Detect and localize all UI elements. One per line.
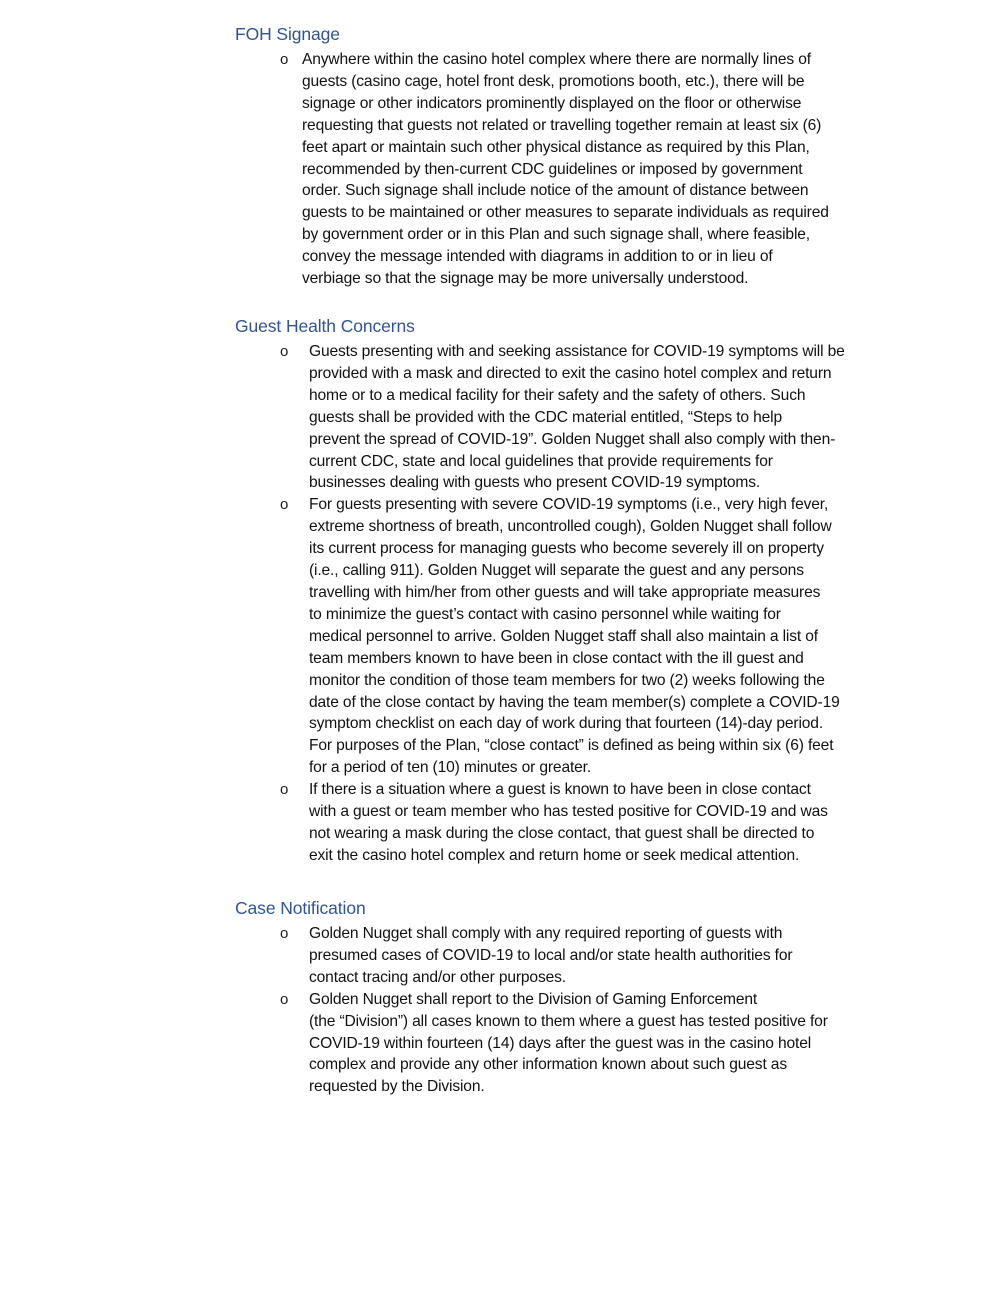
guest-health-item-2: For guests presenting with severe COVID-19 symptoms (i.e., very high fever, extreme shortness of breath, uncontrolled cough), Golden Nugget shall follow its current process for managing guests who become severely ill on property (i.e., calling 911). Golden Nugget will separate the guest and any persons travelling with him/her from other guests and will take appropriate measures to minimize the guest’s contact with casino personnel while waiting for medical personnel to arrive. Golden Nugget staff shall also maintain a list of team members known to have been in close contact with the ill guest and monitor the condition of those team members for two (2) weeks following the date of the close contact by having the team member(s) complete a COVID-19 symptom checklist on each day of work during that fourteen (14)-day period. For purposes of the Plan, “close contact” is defined as being within six (6) feet for a period of ten (10) minutes or greater. <box>309 496 840 777</box>
guest-health-item-3: If there is a situation where a guest is known to have been in close contact with a guest or team member who has tested positive for COVID-19 and was not wearing a mask during the close contact, that guest shall be directed to exit the casino hotel complex and return home or seek medical attention. <box>309 781 828 864</box>
list-item <box>280 494 890 779</box>
hollow-bullet-icon: o <box>280 781 289 799</box>
hollow-bullet-icon: o <box>280 990 289 1008</box>
foh-signage-heading: FOH Signage <box>235 24 340 44</box>
list-item <box>280 923 890 989</box>
list-item <box>280 779 890 867</box>
case-notification-item-1: Golden Nugget shall comply with any required reporting of guests with presumed cases of COVID-19 to local and/or state health authorities for contact tracing and/or other purposes. <box>309 925 793 986</box>
hollow-bullet-icon: o <box>280 925 289 942</box>
case-notification-heading: Case Notification <box>235 898 366 918</box>
guest-health-concerns-list <box>280 341 890 867</box>
hollow-bullet-icon: o <box>280 51 289 68</box>
foh-signage-item-1: Anywhere within the casino hotel complex where there are normally lines of guests (casino cage, hotel front desk, promotions booth, etc.), there will be signage or other indicators prominently displayed on the floor or otherwise requesting that guests not related or travelling together remain at least six (6) feet apart or maintain such other physical distance as required by this Plan, recommended by then-current CDC guidelines or imposed by government order. Such signage shall include notice of the amount of distance between guests to be maintained or other measures to separate individuals as required by government order or in this Plan and such signage shall, where feasible, convey the message intended with diagrams in addition to or in lieu of verbiage so that the signage may be more universally understood. <box>302 51 829 288</box>
list-item <box>280 341 890 494</box>
hollow-bullet-icon: o <box>280 496 289 514</box>
guest-health-item-1: Guests presenting with and seeking assistance for COVID-19 symptoms will be provided with a mask and directed to exit the casino hotel complex and return home or to a medical facility for their safety and the safety of others. Such guests shall be provided with the CDC material entitled, “Steps to help prevent the spread of COVID-19”. Golden Nugget shall also comply with then- current CDC, state and local guidelines that provide requirements for businesses dealing with guests who present COVID-19 symptoms. <box>309 343 845 492</box>
list-item <box>280 989 890 1099</box>
case-notification-list <box>280 923 890 1098</box>
guest-health-concerns-heading: Guest Health Concerns <box>235 316 415 336</box>
case-notification-item-2: Golden Nugget shall report to the Division of Gaming Enforcement (the “Division”) all cases known to them where a guest has tested positive for COVID-19 within fourteen (14) days after the guest was in the casino hotel complex and provide any other information known about such guest as requested by the Division. <box>309 990 828 1096</box>
foh-signage-list <box>280 49 890 290</box>
list-item <box>280 49 890 290</box>
hollow-bullet-icon: o <box>280 343 289 360</box>
